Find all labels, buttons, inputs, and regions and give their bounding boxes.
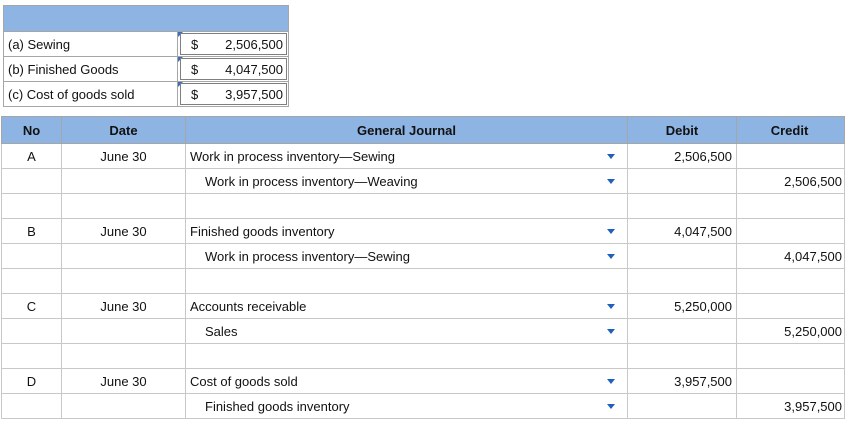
entry-no: C (2, 294, 62, 319)
journal-credit-row (2, 169, 845, 194)
journal-credit-row (2, 394, 845, 419)
blank-cell (2, 194, 62, 219)
header-debit: Debit (628, 117, 737, 144)
summary-table (3, 5, 289, 107)
entry-date[interactable]: June 30 (62, 144, 186, 169)
entry-no: D (2, 369, 62, 394)
summary-label: (b) Finished Goods (4, 57, 178, 82)
credit-amount[interactable] (737, 369, 845, 394)
summary-row (4, 57, 289, 82)
blank-cell (737, 344, 845, 369)
debit-amount[interactable]: 3,957,500 (628, 369, 737, 394)
account-select[interactable] (186, 294, 628, 319)
blank-cell (737, 269, 845, 294)
summary-amount-value: 4,047,500 (225, 62, 283, 77)
account-select[interactable] (186, 394, 628, 419)
entry-no (2, 244, 62, 269)
journal-debit-row (2, 144, 845, 169)
blank-cell (628, 194, 737, 219)
general-journal-table (1, 116, 845, 419)
blank-cell (2, 269, 62, 294)
blank-cell (186, 269, 628, 294)
header-no: No (2, 117, 62, 144)
journal-credit-row (2, 244, 845, 269)
currency-symbol: $ (191, 87, 199, 102)
summary-amount-value: 3,957,500 (225, 87, 283, 102)
blank-cell (62, 269, 186, 294)
entry-no (2, 169, 62, 194)
blank-cell (186, 194, 628, 219)
chevron-down-icon[interactable] (607, 254, 615, 259)
debit-amount[interactable] (628, 394, 737, 419)
account-name: Accounts receivable (190, 298, 307, 314)
blank-cell (628, 269, 737, 294)
account-select[interactable] (186, 219, 628, 244)
blank-cell (62, 344, 186, 369)
entry-date[interactable]: June 30 (62, 294, 186, 319)
account-name: Work in process inventory—Sewing (205, 248, 410, 264)
debit-amount[interactable]: 4,047,500 (628, 219, 737, 244)
account-select[interactable] (186, 244, 628, 269)
blank-cell (737, 194, 845, 219)
account-select[interactable] (186, 169, 628, 194)
blank-cell (62, 194, 186, 219)
account-name: Work in process inventory—Weaving (205, 173, 418, 189)
summary-header-cell (4, 6, 289, 32)
summary-amount-cell[interactable] (178, 57, 289, 82)
entry-date[interactable] (62, 394, 186, 419)
summary-label: (c) Cost of goods sold (4, 82, 178, 107)
journal-debit-row (2, 294, 845, 319)
account-select[interactable] (186, 369, 628, 394)
credit-amount[interactable] (737, 144, 845, 169)
chevron-down-icon[interactable] (607, 379, 615, 384)
chevron-down-icon[interactable] (607, 329, 615, 334)
debit-amount[interactable] (628, 169, 737, 194)
account-name: Finished goods inventory (190, 223, 335, 239)
chevron-down-icon[interactable] (607, 229, 615, 234)
journal-header-row (2, 117, 845, 144)
credit-amount[interactable]: 2,506,500 (737, 169, 845, 194)
debit-amount[interactable]: 5,250,000 (628, 294, 737, 319)
credit-amount[interactable]: 4,047,500 (737, 244, 845, 269)
header-credit: Credit (737, 117, 845, 144)
journal-debit-row (2, 369, 845, 394)
debit-amount[interactable]: 2,506,500 (628, 144, 737, 169)
entry-no: A (2, 144, 62, 169)
summary-label: (a) Sewing (4, 32, 178, 57)
credit-amount[interactable] (737, 219, 845, 244)
blank-cell (2, 344, 62, 369)
entry-date[interactable] (62, 319, 186, 344)
credit-amount[interactable]: 5,250,000 (737, 319, 845, 344)
header-date: Date (62, 117, 186, 144)
chevron-down-icon[interactable] (607, 179, 615, 184)
blank-cell (186, 344, 628, 369)
journal-blank-row (2, 269, 845, 294)
entry-date[interactable]: June 30 (62, 219, 186, 244)
entry-date[interactable] (62, 169, 186, 194)
header-general-journal: General Journal (186, 117, 628, 144)
credit-amount[interactable]: 3,957,500 (737, 394, 845, 419)
journal-debit-row (2, 219, 845, 244)
summary-amount-cell[interactable] (178, 32, 289, 57)
account-name: Finished goods inventory (205, 398, 350, 414)
entry-no (2, 394, 62, 419)
account-name: Sales (205, 323, 238, 339)
summary-row (4, 32, 289, 57)
credit-amount[interactable] (737, 294, 845, 319)
journal-blank-row (2, 194, 845, 219)
summary-row (4, 82, 289, 107)
chevron-down-icon[interactable] (607, 154, 615, 159)
account-name: Cost of goods sold (190, 373, 298, 389)
summary-amount-cell[interactable] (178, 82, 289, 107)
journal-credit-row (2, 319, 845, 344)
debit-amount[interactable] (628, 319, 737, 344)
entry-date[interactable] (62, 244, 186, 269)
journal-blank-row (2, 344, 845, 369)
chevron-down-icon[interactable] (607, 404, 615, 409)
blank-cell (628, 344, 737, 369)
entry-no: B (2, 219, 62, 244)
account-select[interactable] (186, 319, 628, 344)
account-name: Work in process inventory—Sewing (190, 148, 395, 164)
debit-amount[interactable] (628, 244, 737, 269)
entry-date[interactable]: June 30 (62, 369, 186, 394)
summary-header (4, 6, 289, 32)
entry-no (2, 319, 62, 344)
summary-amount-value: 2,506,500 (225, 37, 283, 52)
chevron-down-icon[interactable] (607, 304, 615, 309)
account-select[interactable] (186, 144, 628, 169)
currency-symbol: $ (191, 62, 199, 77)
currency-symbol: $ (191, 37, 199, 52)
